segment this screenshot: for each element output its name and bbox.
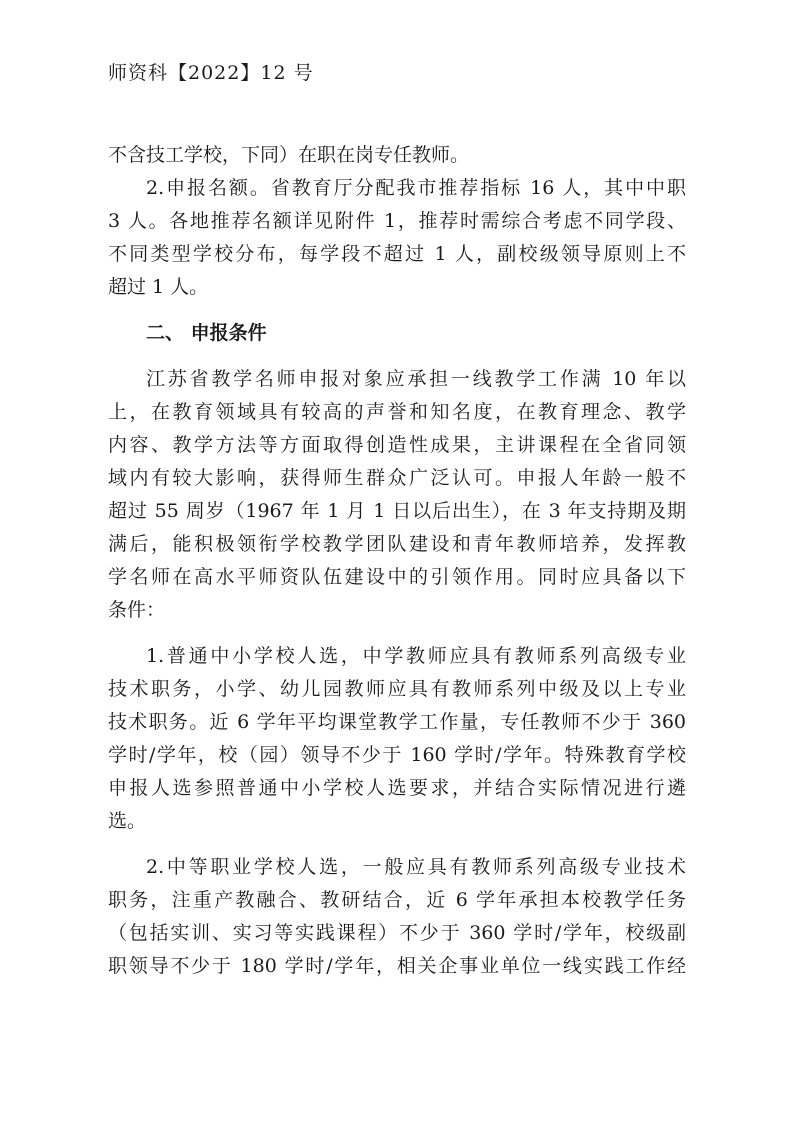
body-line: 2.中等职业学校人选，一般应具有教师系列高级专业技术: [146, 856, 686, 878]
body-line: 不含技工学校，下同）在职在岗专任教师。: [108, 144, 470, 166]
body-line: 超过 55 周岁（1967 年 1 月 1 日以后出生），在 3 年支持期及期: [108, 500, 686, 522]
body-line: 学时/学年，校（园）领导不少于 160 学时/学年。特殊教育学校: [108, 744, 686, 766]
body-line: 2.申报名额。省教育厅分配我市推荐指标 16 人，其中中职: [146, 177, 686, 199]
body-line: 满后，能积极领衔学校教学团队建设和青年教师培养，发挥教: [108, 533, 686, 555]
body-line: （包括实训、实习等实践课程）不少于 360 学时/学年，校级副: [108, 922, 686, 944]
document-number: 师资科【2022】12 号: [108, 62, 314, 84]
body-line: 3 人。各地推荐名额详见附件 1，推荐时需综合考虑不同学段、: [108, 210, 686, 232]
body-line: 上，在教育领域具有较高的声誉和知名度，在教育理念、教学: [108, 401, 686, 423]
body-line: 选。: [108, 810, 147, 832]
body-line: 域内有较大影响，获得师生群众广泛认可。申报人年龄一般不: [108, 467, 686, 489]
section-heading: 二、 申报条件: [146, 322, 267, 344]
body-line: 学名师在高水平师资队伍建设中的引领作用。同时应具备以下: [108, 566, 686, 588]
body-line: 职务，注重产教融合、教研结合，近 6 学年承担本校教学任务: [108, 889, 686, 911]
body-line: 江苏省教学名师申报对象应承担一线教学工作满 10 年以: [146, 368, 686, 390]
body-line: 申报人选参照普通中小学校人选要求，并结合实际情况进行遴: [108, 777, 686, 799]
body-line: 不同类型学校分布，每学段不超过 1 人，副校级领导原则上不: [108, 243, 686, 265]
body-line: 1.普通中小学校人选，中学教师应具有教师系列高级专业: [146, 645, 686, 667]
body-line: 超过 1 人。: [108, 276, 209, 298]
body-line: 条件：: [108, 599, 166, 621]
body-line: 职领导不少于 180 学时/学年，相关企事业单位一线实践工作经: [108, 955, 686, 977]
body-line: 技术职务。近 6 学年平均课堂教学工作量，专任教师不少于 360: [108, 711, 686, 733]
body-line: 内容、教学方法等方面取得创造性成果，主讲课程在全省同领: [108, 434, 686, 456]
body-line: 技术职务，小学、幼儿园教师应具有教师系列中级及以上专业: [108, 678, 686, 700]
